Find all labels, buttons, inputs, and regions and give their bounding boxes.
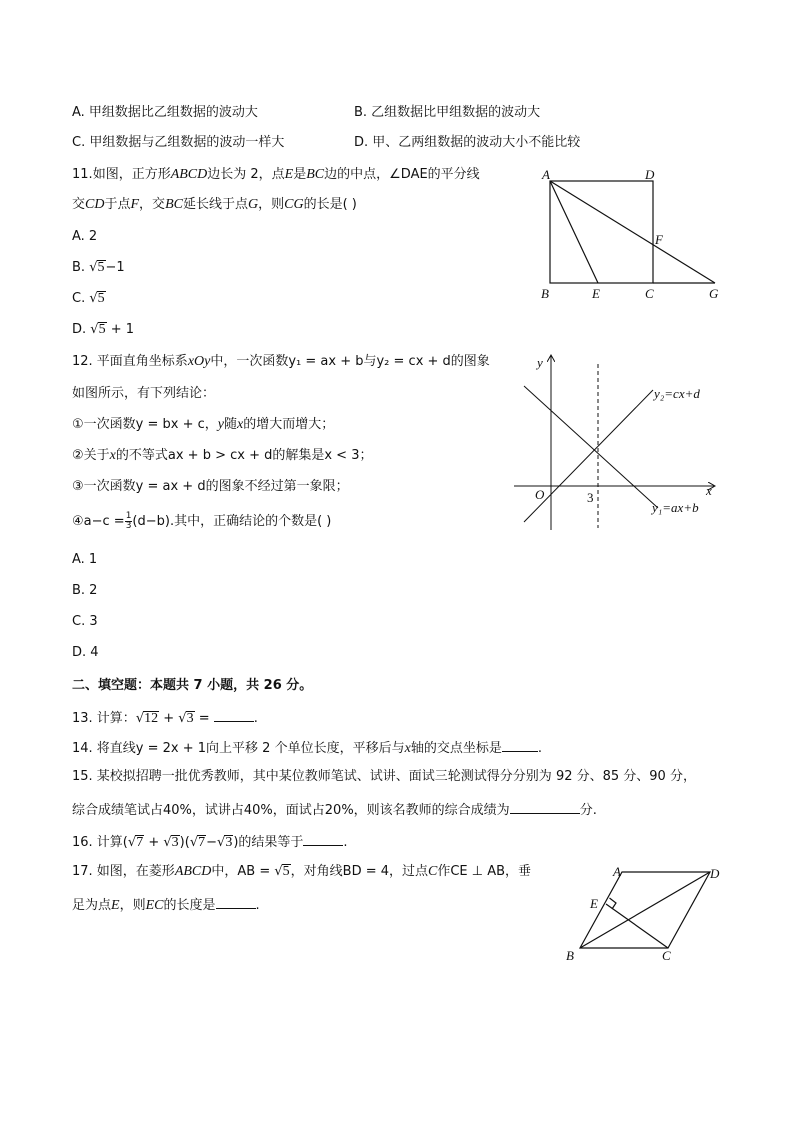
q13: 13. 计算：√12 + √3 = . (72, 707, 258, 728)
q12-option-d: D. 4 (72, 645, 99, 660)
label-e: E (590, 896, 598, 911)
square-abcd (550, 181, 653, 283)
graph-tick-3: 3 (587, 490, 594, 505)
q11-option-c: C. √5 (72, 291, 105, 306)
q10-option-d: D. 甲、乙两组数据的波动大小不能比较 (354, 135, 581, 150)
q16-answer-blank[interactable] (303, 831, 343, 846)
q14-answer-blank[interactable] (502, 737, 538, 752)
q12-option-b: B. 2 (72, 583, 98, 598)
q12-option-c: C. 3 (72, 614, 98, 629)
label-f: F (655, 232, 663, 247)
q10-option-a: A. 甲组数据比乙组数据的波动大 (72, 105, 258, 120)
q10-option-b: B. 乙组数据比甲组数据的波动大 (354, 105, 541, 120)
q12-conclusion-1: ①一次函数y = bx + c，y随x的增大而增大； (72, 417, 335, 432)
q15-answer-blank[interactable] (510, 799, 580, 814)
label-c: C (645, 286, 654, 301)
q15-line2: 综合成绩笔试占40%，试讲占40%，面试占20%，则该名教师的综合成绩为 分. (72, 799, 597, 820)
q17-line2: 足为点E，则EC的长度是 . (72, 894, 260, 915)
q12-function-graph (508, 346, 728, 532)
q11-option-d: D. √5 + 1 (72, 322, 135, 337)
label-b: B (541, 286, 549, 301)
label-b: B (566, 948, 574, 963)
label-c: C (662, 948, 671, 963)
label-d: D (710, 866, 720, 881)
section2-title: 二、填空题：本题共 7 小题，共 26 分。 (72, 678, 313, 693)
label-d: D (645, 167, 655, 182)
graph-origin-label: O (535, 487, 545, 502)
q13-answer-blank[interactable] (214, 707, 254, 722)
q12-stem-line2: 如图所示，有下列结论： (72, 386, 216, 401)
q12-conclusion-2: ②关于x的不等式ax + b > cx + d的解集是x < 3； (72, 448, 373, 463)
label-a: A (613, 864, 621, 879)
q10-option-c: C. 甲组数据与乙组数据的波动一样大 (72, 135, 285, 150)
q11-square-figure (536, 164, 728, 306)
q16: 16. 计算(√7 + √3)(√7−√3)的结果等于 . (72, 831, 348, 852)
label-a: A (542, 167, 550, 182)
q11-option-a: A. 2 (72, 229, 98, 244)
q12-conclusion-3: ③一次函数y = ax + d的图象不经过第一象限； (72, 479, 349, 494)
segment-ag (550, 181, 715, 283)
q17-rhombus-figure (558, 862, 728, 966)
q11-option-b: B. √5−1 (72, 260, 125, 275)
q14: 14. 将直线y = 2x + 1向上平移 2 个单位长度，平移后与x轴的交点坐标是 . (72, 737, 542, 758)
diagonal-bd (580, 872, 710, 948)
segment-ce (606, 904, 668, 948)
q12-stem-line1: 12. 平面直角坐标系xOy中，一次函数y₁ = ax + b与y₂ = cx + d的图象 (72, 354, 490, 369)
q12-conclusion-4: ④a−c = $\frac{1}{3}$ (d−b).其中，正确结论的个数是( ) (72, 511, 332, 531)
q11-stem-line2: 交CD于点F，交BC延长线于点G，则CG的长是( ) (72, 197, 357, 212)
q12-option-a: A. 1 (72, 552, 98, 567)
q17-answer-blank[interactable] (216, 894, 256, 909)
graph-y2-label: y₂=cx+d (654, 386, 700, 401)
label-g: G (709, 286, 719, 301)
label-e: E (592, 286, 600, 301)
q11-stem-line1: 11.如图，正方形ABCD边长为 2，点E是BC边的中点，∠DAE的平分线 (72, 167, 480, 182)
graph-y1-label: y₁=ax+b (652, 500, 699, 515)
graph-y-label: y (537, 355, 543, 370)
q17-line1: 17. 如图，在菱形ABCD中，AB = √5，对角线BD = 4，过点C作CE ⊥ AB，垂 (72, 864, 532, 879)
graph-x-label: x (706, 483, 712, 498)
q15-line1: 15. 某校拟招聘一批优秀教师，其中某位教师笔试、试讲、面试三轮测试得分分别为 92 分、85 分、90 分， (72, 769, 696, 784)
